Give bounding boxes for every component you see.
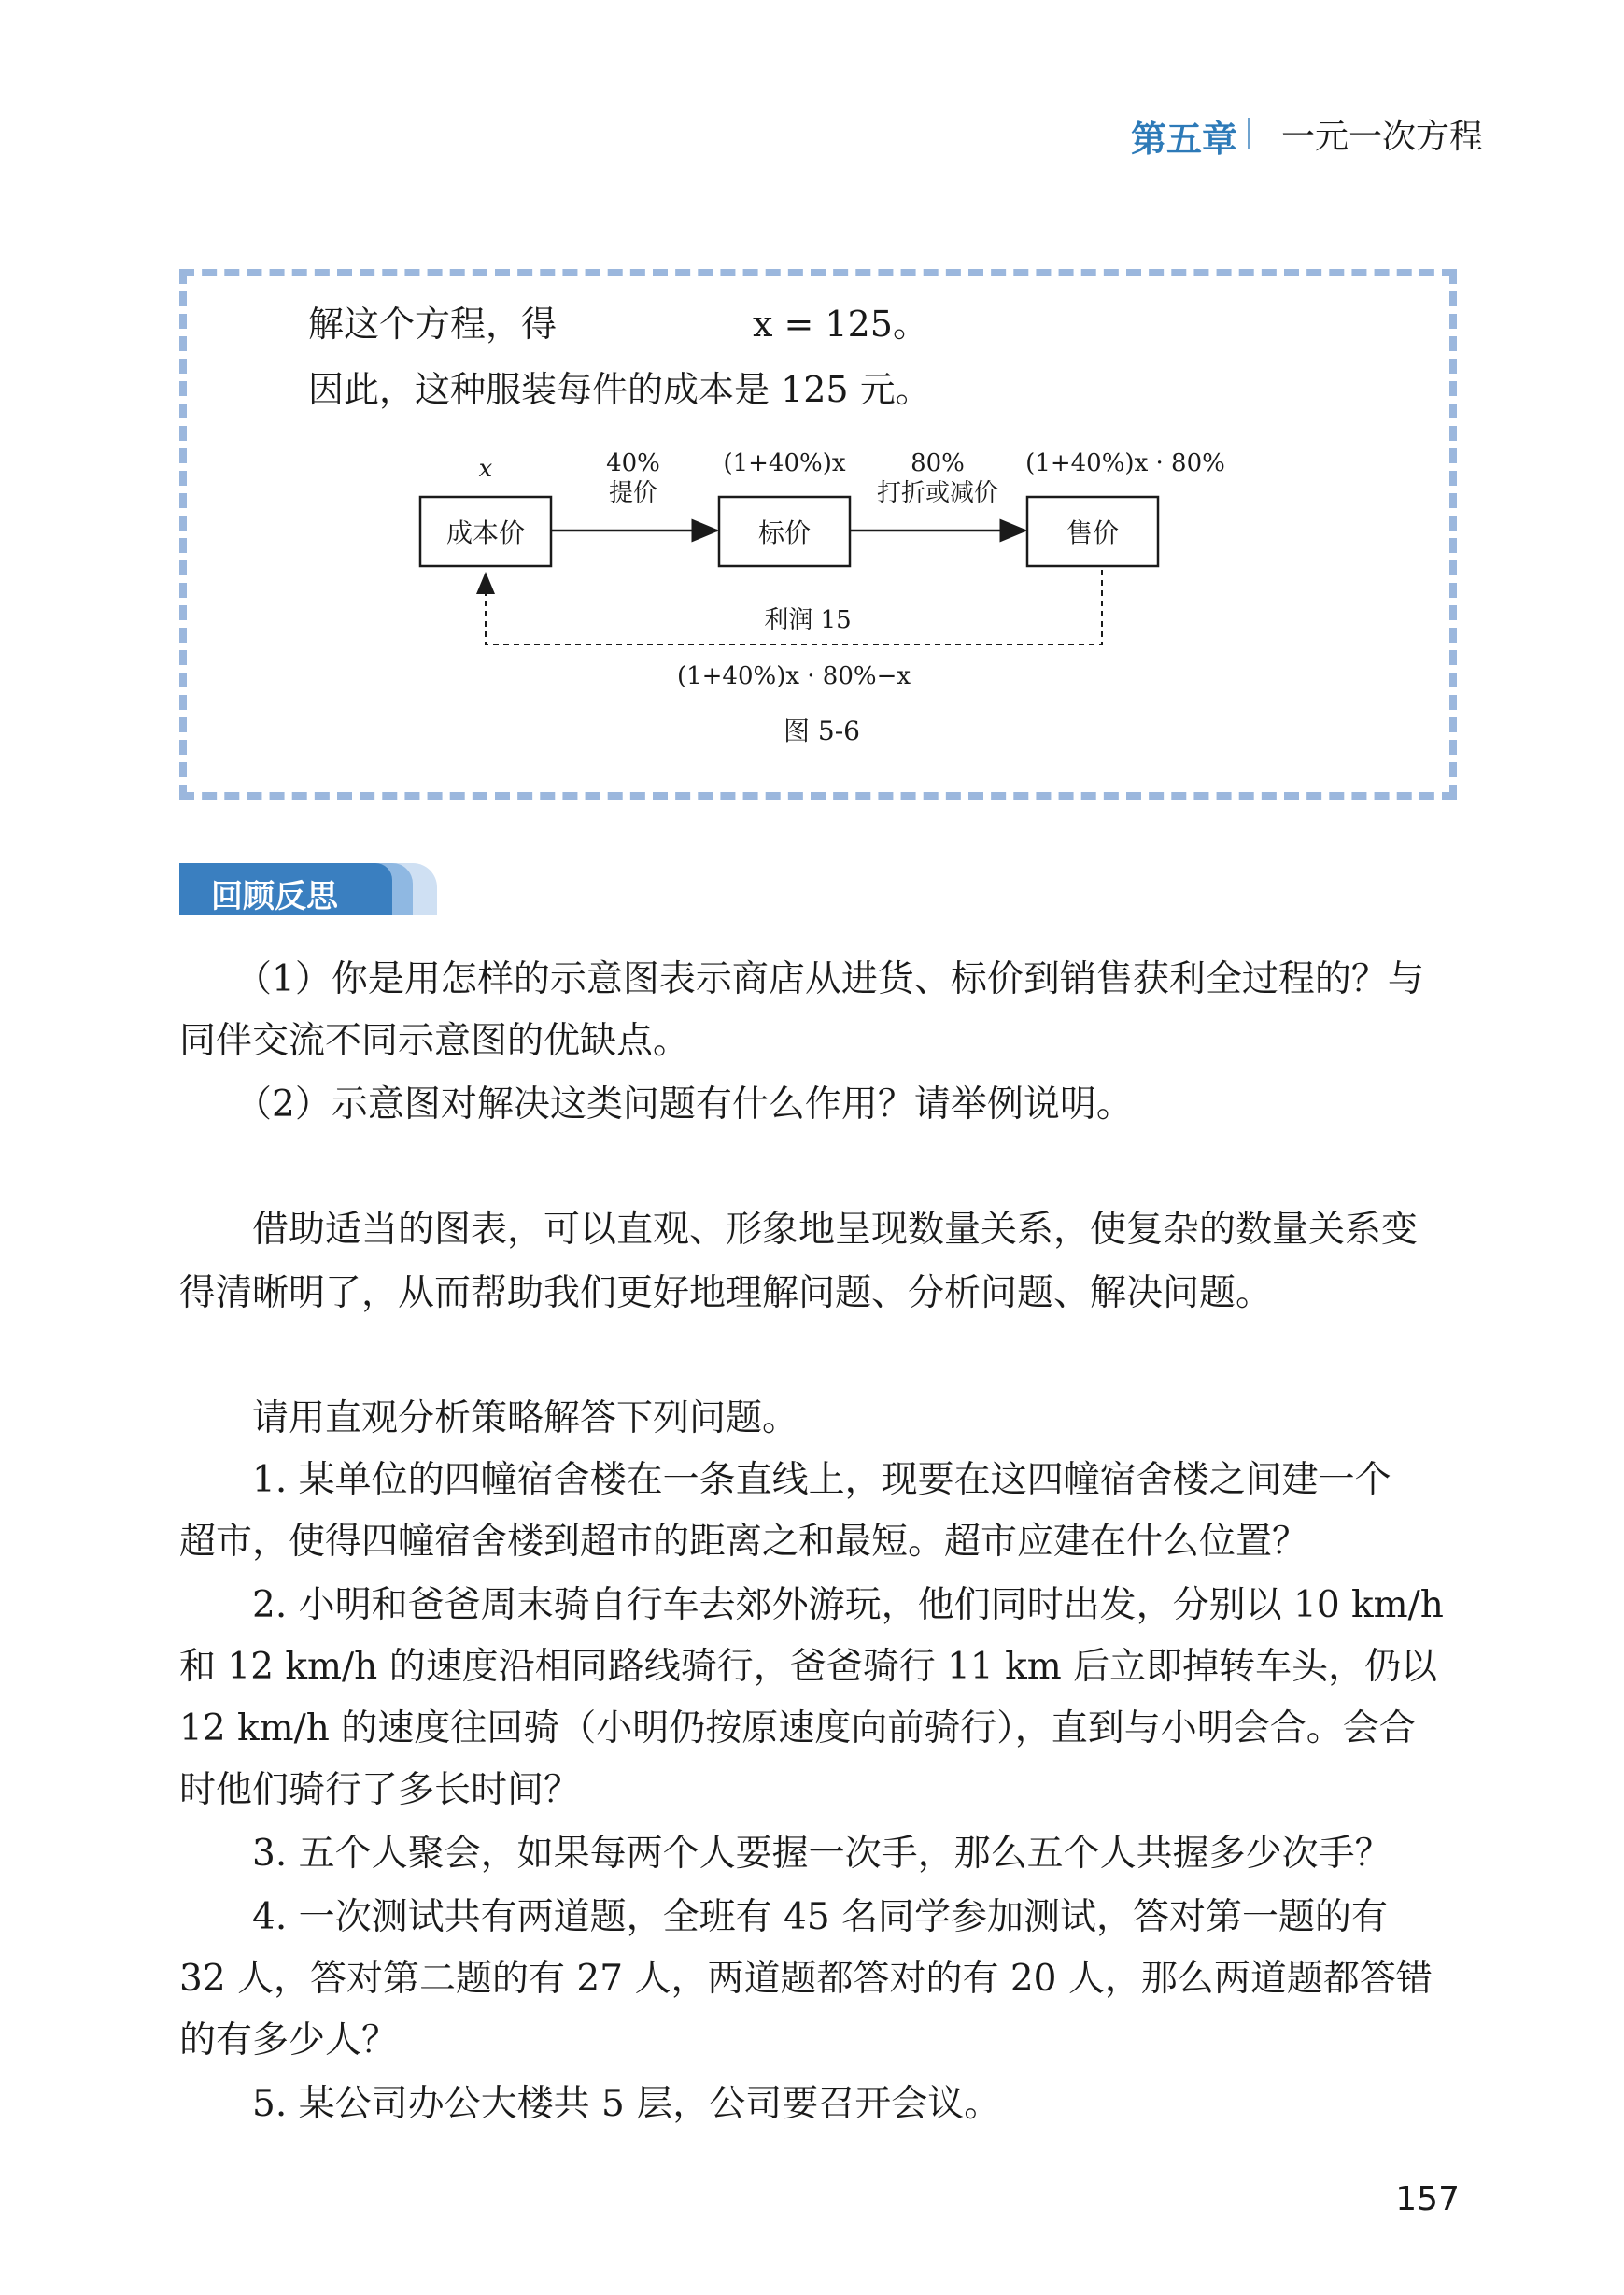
exercise-3: 3. 五个人聚会，如果每两个人要握一次手，那么五个人共握多少次手？ <box>252 1833 1391 1875</box>
exercise-2-line2: 和 12 km/h 的速度沿相同路线骑行，爸爸骑行 11 km 后立即掉转车头，仍以 <box>179 1646 1438 1688</box>
solution-line-1-equation: x = 125。 <box>753 304 928 345</box>
summary-line1: 借助适当的图表，可以直观、形象地呈现数量关系，使复杂的数量关系变 <box>252 1209 1419 1251</box>
label-80: 80% <box>911 449 965 477</box>
chapter-label: 第五章 <box>1130 119 1237 160</box>
chapter-title: 一元一次方程 <box>1281 118 1484 156</box>
label-profit-expr: (1+40%)x · 80%−x <box>676 662 911 690</box>
review-q1-line2: 同伴交流不同示意图的优缺点。 <box>179 1020 690 1062</box>
label-profit: 利润 15 <box>764 606 852 634</box>
box-sale-label: 售价 <box>1066 517 1120 548</box>
figure-caption: 图 5-6 <box>784 715 860 746</box>
summary-line2: 得清晰明了，从而帮助我们更好地理解问题、分析问题、解决问题。 <box>179 1272 1273 1314</box>
solution-line-1-prefix: 解这个方程，得 <box>308 304 558 345</box>
exercise-4-line3: 的有多少人？ <box>179 2019 399 2061</box>
exercise-2-line3: 12 km/h 的速度往回骑（小明仍按原速度向前骑行），直到与小明会合。会合 <box>179 1707 1416 1750</box>
price-flow-diagram <box>392 439 1251 757</box>
page-number: 157 <box>1395 2180 1460 2218</box>
exercise-1-line1: 1. 某单位的四幢宿舍楼在一条直线上，现要在这四幢宿舍楼之间建一个 <box>252 1459 1391 1501</box>
review-tab-label: 回顾反思 <box>211 878 338 915</box>
exercise-4-line1: 4. 一次测试共有两道题，全班有 45 名同学参加测试，答对第一题的有 <box>252 1896 1389 1938</box>
label-40: 40% <box>606 449 660 477</box>
label-x: x <box>478 455 493 483</box>
exercise-4-line2: 32 人，答对第二题的有 27 人，两道题都答对的有 20 人，那么两道题都答错 <box>179 1958 1433 2000</box>
exercise-1-line2: 超市，使得四幢宿舍楼到超市的距离之和最短。超市应建在什么位置？ <box>179 1521 1309 1563</box>
review-q2: （2）示意图对解决这类问题有什么作用？请举例说明。 <box>235 1084 1133 1126</box>
box-marked-label: 标价 <box>757 517 812 548</box>
exercise-2-line1: 2. 小明和爸爸周末骑自行车去郊外游玩，他们同时出发，分别以 10 km/h <box>252 1584 1444 1626</box>
exercise-intro: 请用直观分析策略解答下列问题。 <box>252 1397 799 1439</box>
header-separator <box>1248 118 1250 149</box>
box-cost-label: 成本价 <box>445 517 526 548</box>
review-q1-line1: （1）你是用怎样的示意图表示商店从进货、标价到销售获利全过程的？与 <box>235 958 1424 1000</box>
solution-line-2: 因此，这种服装每件的成本是 125 元。 <box>308 369 931 410</box>
label-raise: 提价 <box>608 479 658 507</box>
review-section-tab <box>179 863 422 915</box>
label-sale-expr: (1+40%)x · 80% <box>1025 449 1225 477</box>
exercise-5: 5. 某公司办公大楼共 5 层，公司要召开会议。 <box>252 2083 1001 2125</box>
label-discount: 打折或减价 <box>876 479 999 507</box>
exercise-2-line4: 时他们骑行了多长时间？ <box>179 1769 581 1811</box>
label-marked-expr: (1+40%)x <box>723 449 846 477</box>
